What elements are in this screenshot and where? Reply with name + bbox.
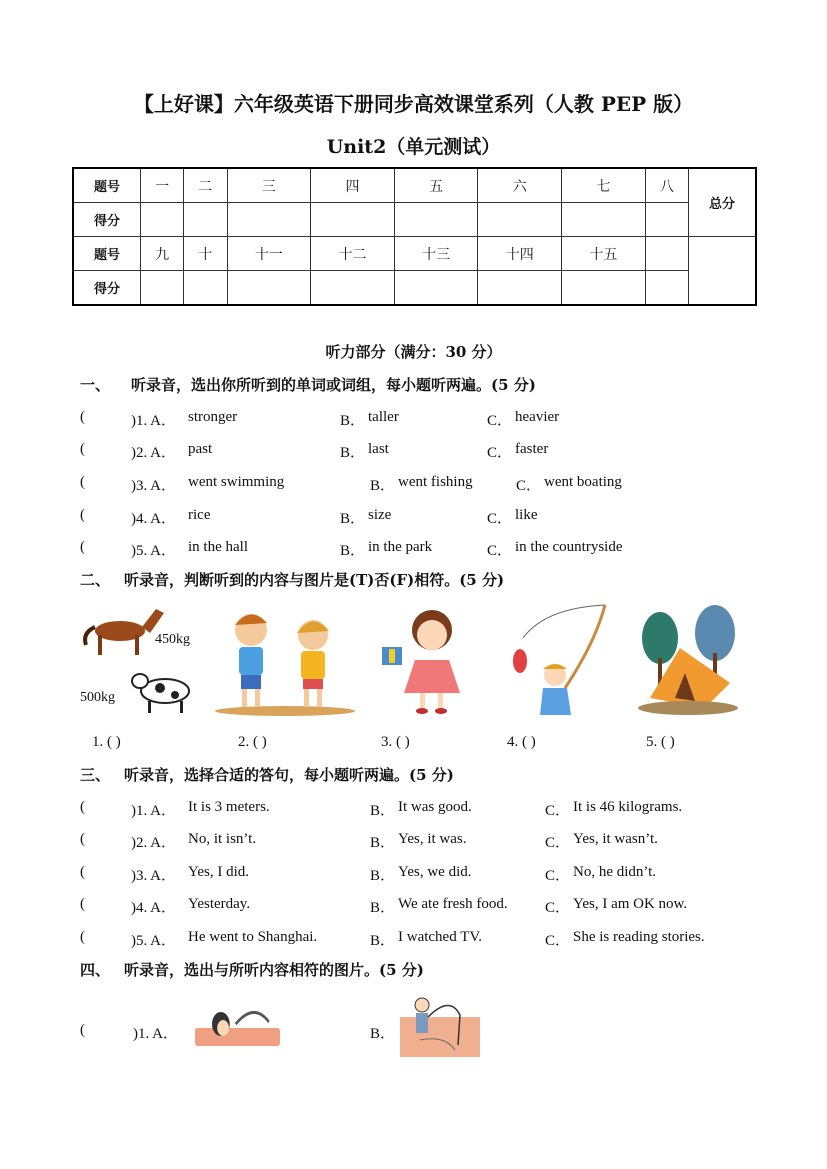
option-b: It was good. xyxy=(398,799,472,815)
option-c-label: C． xyxy=(545,900,571,916)
option-a: He went to Shanghai. xyxy=(188,929,318,945)
score-cell[interactable] xyxy=(562,271,646,306)
answer-blank[interactable]: 1. ( ) xyxy=(92,734,121,750)
option-c: Yes, I am OK now. xyxy=(573,896,688,912)
question-number: )4. A． xyxy=(131,511,177,527)
option-c: Yes, it wasn’t. xyxy=(573,831,658,847)
score-table xyxy=(72,167,757,306)
option-c-label: C． xyxy=(487,543,513,559)
option-b-label: B． xyxy=(340,543,366,559)
option-c-label: C． xyxy=(487,413,513,429)
question-number-cell: 十四 xyxy=(478,237,562,271)
option-a: Yes, I did. xyxy=(188,864,249,880)
option-b-label: B． xyxy=(370,478,396,494)
option-b: taller xyxy=(368,409,399,425)
option-b: went fishing xyxy=(398,474,473,490)
question-number-cell: 十五 xyxy=(562,237,646,271)
question-number-cell: 八 xyxy=(645,168,688,203)
question-number-cell: 十二 xyxy=(311,237,395,271)
option-b: I watched TV. xyxy=(398,929,483,945)
question-number: )1. A． xyxy=(131,803,177,819)
option-b-label: B． xyxy=(370,868,396,884)
option-a: in the hall xyxy=(188,539,248,555)
score-cell[interactable] xyxy=(645,203,688,237)
section-number: 一、 xyxy=(80,376,111,394)
answer-blank[interactable]: 5. ( ) xyxy=(646,734,675,750)
question-number: )3. A． xyxy=(131,478,177,494)
score-cell[interactable] xyxy=(394,271,478,306)
option-c-label: C． xyxy=(545,835,571,851)
score-cell[interactable] xyxy=(478,271,562,306)
option-c: like xyxy=(515,507,538,523)
option-a: It is 3 meters. xyxy=(188,799,270,815)
score-cell[interactable] xyxy=(184,203,227,237)
section-instruction: 听录音，选择合适的答句，每小题听两遍。(5 分) xyxy=(124,766,454,784)
tent-camp-picture xyxy=(630,603,745,718)
section-instruction: 听录音，选出你所听到的单词或词组，每小题听两遍。(5 分) xyxy=(131,376,536,394)
cow-icon xyxy=(132,674,189,713)
option-c: It is 46 kilograms. xyxy=(573,799,683,815)
question-number-cell: 十 xyxy=(184,237,227,271)
question-number: )4. A． xyxy=(131,900,177,916)
question-number: )3. A． xyxy=(131,868,177,884)
document-title: 【上好课】六年级英语下册同步高效课堂系列（人教 PEP 版） xyxy=(133,92,694,116)
row-label: 得分 xyxy=(73,271,141,306)
option-c: went boating xyxy=(544,474,622,490)
boy-fishing-picture xyxy=(505,603,610,718)
answer-paren-open[interactable]: ( xyxy=(80,896,85,912)
question-number: )5. A． xyxy=(131,933,177,949)
fishing-picture xyxy=(400,995,485,1060)
question-number-cell: 九 xyxy=(141,237,184,271)
option-c: in the countryside xyxy=(515,539,623,555)
question-number-cell: 一 xyxy=(141,168,184,203)
answer-paren-open[interactable]: ( xyxy=(80,539,85,555)
question-number-cell xyxy=(645,237,688,271)
answer-paren-open[interactable]: ( xyxy=(80,929,85,945)
question-number-cell: 十一 xyxy=(227,237,311,271)
option-a: went swimming xyxy=(188,474,285,490)
row-label: 题号 xyxy=(73,237,141,271)
document-subtitle: Unit2（单元测试） xyxy=(326,136,501,158)
score-cell[interactable] xyxy=(227,271,311,306)
score-cell[interactable] xyxy=(311,271,395,306)
answer-blank[interactable]: 3. ( ) xyxy=(381,734,410,750)
option-b-label: B． xyxy=(370,933,396,949)
answer-paren-open[interactable]: ( xyxy=(80,507,85,523)
option-a: past xyxy=(188,441,213,457)
option-b-label: B． xyxy=(370,900,396,916)
row-label: 得分 xyxy=(73,203,141,237)
option-label: B． xyxy=(370,1026,396,1042)
horse-weight-label: 450kg xyxy=(155,632,190,647)
option-c-label: C． xyxy=(545,933,571,949)
option-b: size xyxy=(368,507,392,523)
score-cell[interactable] xyxy=(184,271,227,306)
section-number: 三、 xyxy=(80,766,111,784)
option-b-label: B． xyxy=(370,803,396,819)
score-cell[interactable] xyxy=(311,203,395,237)
option-c-label: C． xyxy=(487,445,513,461)
question-number-cell: 七 xyxy=(562,168,646,203)
question-number-cell: 五 xyxy=(394,168,478,203)
total-label: 总分 xyxy=(689,168,757,237)
option-b-label: B． xyxy=(370,835,396,851)
answer-paren-open[interactable]: ( xyxy=(80,409,85,425)
option-c-label: C． xyxy=(545,803,571,819)
listening-heading: 听力部分（满分：30 分） xyxy=(325,343,502,361)
horse-icon xyxy=(85,609,164,655)
option-c-label: C． xyxy=(487,511,513,527)
section-instruction: 听录音，判断听到的内容与图片是(T)否(F)相符。(5 分) xyxy=(124,571,505,589)
question-number-cell: 四 xyxy=(311,168,395,203)
question-number: )2. A． xyxy=(131,835,177,851)
section-instruction: 听录音，选出与所听内容相符的图片。(5 分) xyxy=(124,961,424,979)
two-kids-picture xyxy=(213,605,358,717)
girl-with-gift-picture xyxy=(380,605,475,717)
row-label: 题号 xyxy=(73,168,141,203)
answer-paren-open[interactable]: ( xyxy=(80,441,85,457)
option-c: She is reading stories. xyxy=(573,929,705,945)
total-score-cell[interactable] xyxy=(689,237,757,306)
option-a: Yesterday. xyxy=(188,896,251,912)
question-number: )1. A． xyxy=(133,1026,179,1042)
question-number-cell: 三 xyxy=(227,168,311,203)
score-cell[interactable] xyxy=(227,203,311,237)
question-number-cell: 十三 xyxy=(394,237,478,271)
option-b: Yes, we did. xyxy=(398,864,472,880)
question-number-cell: 二 xyxy=(184,168,227,203)
question-number: )2. A． xyxy=(131,445,177,461)
option-b: We ate fresh food. xyxy=(398,896,508,912)
answer-paren-open[interactable]: ( xyxy=(80,831,85,847)
option-b-label: B． xyxy=(340,413,366,429)
option-b-label: B． xyxy=(340,445,366,461)
score-cell[interactable] xyxy=(562,203,646,237)
option-a: stronger xyxy=(188,409,238,425)
score-cell[interactable] xyxy=(141,271,184,306)
question-number: )1. A． xyxy=(131,413,177,429)
score-cell[interactable] xyxy=(141,203,184,237)
option-b: last xyxy=(368,441,389,457)
option-a: rice xyxy=(188,507,211,523)
score-cell[interactable] xyxy=(394,203,478,237)
answer-blank[interactable]: 4. ( ) xyxy=(507,734,536,750)
option-c-label: C． xyxy=(516,478,542,494)
score-cell[interactable] xyxy=(478,203,562,237)
answer-paren-open[interactable]: ( xyxy=(80,799,85,815)
score-cell[interactable] xyxy=(645,271,688,306)
option-c: heavier xyxy=(515,409,560,425)
option-b: in the park xyxy=(368,539,433,555)
option-c: No, he didn’t. xyxy=(573,864,657,880)
answer-paren-open[interactable]: ( xyxy=(80,1022,85,1038)
cow-weight-label: 500kg xyxy=(80,690,115,705)
option-a: No, it isn’t. xyxy=(188,831,257,847)
option-c-label: C． xyxy=(545,868,571,884)
answer-paren-open[interactable]: ( xyxy=(80,474,85,490)
option-b: Yes, it was. xyxy=(398,831,467,847)
answer-blank[interactable]: 2. ( ) xyxy=(238,734,267,750)
answer-paren-open[interactable]: ( xyxy=(80,864,85,880)
question-number: )5. A． xyxy=(131,543,177,559)
question-number-cell: 六 xyxy=(478,168,562,203)
option-b-label: B． xyxy=(340,511,366,527)
section-number: 二、 xyxy=(80,571,111,589)
option-c: faster xyxy=(515,441,549,457)
section-number: 四、 xyxy=(80,961,111,979)
swimming-picture xyxy=(195,1002,280,1047)
